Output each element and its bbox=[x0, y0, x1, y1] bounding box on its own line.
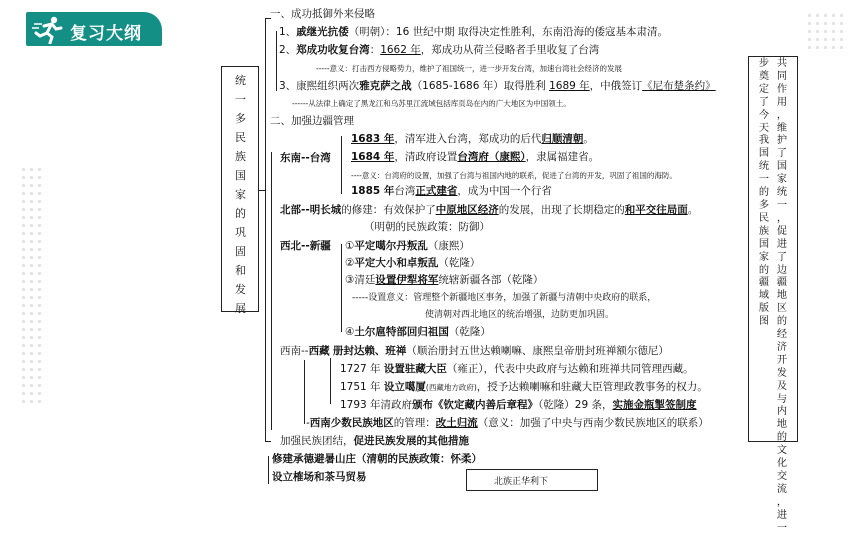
s1-item1-prefix: 1、 bbox=[279, 26, 297, 38]
dot-grid-left bbox=[22, 168, 66, 418]
se-line1-end: 。 bbox=[583, 133, 594, 145]
s1-item2-prefix: 2、 bbox=[279, 44, 297, 56]
southwest-label-key: 西藏 bbox=[308, 345, 330, 357]
sw-row2-pre: 1751 年 bbox=[340, 381, 384, 393]
s1-item2-name: 郑成功收复台湾 bbox=[296, 44, 370, 56]
s1-item3-mid: ，中俄签订 bbox=[589, 80, 643, 92]
north-mid: 的发展，出现了长期稳定的 bbox=[498, 204, 625, 216]
north-key2: 和平交往局面 bbox=[624, 204, 688, 216]
sw-row1 bbox=[340, 363, 694, 376]
se-line3-text: 台湾 bbox=[394, 185, 416, 197]
s1-item1 bbox=[279, 26, 668, 39]
s1-item3-note: ------从法律上确定了黑龙江和乌苏里江流域包括库页岛在内的广大地区为中国领土。 bbox=[292, 99, 571, 108]
nw-item3-pre: 清廷 bbox=[354, 274, 376, 286]
se-line2-year: 1684 年 bbox=[351, 151, 395, 163]
nw-item2 bbox=[345, 257, 480, 270]
xinjiang-bracket bbox=[341, 244, 342, 332]
se-line3-year: 1885 年 bbox=[351, 185, 395, 197]
sw-top-key: 册封达赖、班禅 bbox=[332, 345, 407, 357]
sw-row2-small: (西藏地方政府) bbox=[425, 383, 477, 392]
sw-row2-key: 设立噶厦 bbox=[383, 381, 426, 393]
s1-item2-rest: ，郑成功从荷兰侵略者手里收复了台湾 bbox=[420, 44, 600, 56]
southwest-label: 西南-- bbox=[280, 345, 309, 357]
right-summary-col2: 步 奠 定 了 今 天 我 国 统 一 的 多 民 族 国 家 的 疆 域 版 图 bbox=[758, 58, 770, 328]
sw-row1-key: 设置驻藏大臣 bbox=[383, 363, 447, 375]
nw-item4-num: ④ bbox=[345, 326, 355, 338]
north-text: 的修建：有效保护了 bbox=[341, 204, 436, 216]
s3-item1-key2: （清朝的民族政策：怀柔） bbox=[356, 453, 482, 465]
section1-bracket bbox=[276, 31, 277, 91]
s1-item3 bbox=[279, 80, 716, 93]
southwest-bracket bbox=[304, 360, 305, 424]
s1-item1-rest: （明朝）：16 世纪中期 取得决定性胜利，东南沿海的倭寇基本肃清。 bbox=[348, 26, 668, 38]
section1-heading: 一、成功抵御外来侵略 bbox=[270, 8, 375, 20]
sw-minority: -西南少数民族地区的管理：改土归流（意义：加强了中央与西南少数民族地区的联系） bbox=[306, 417, 709, 429]
sw-minority-rest: （意义：加强了中央与西南少数民族地区的联系） bbox=[477, 417, 709, 429]
nw-item3-rest: 统辖新疆各部（乾隆） bbox=[438, 274, 544, 286]
taiwan-bracket bbox=[341, 136, 342, 194]
nw-item1-num: ① bbox=[345, 240, 355, 252]
nw-item3-num: ③ bbox=[345, 274, 355, 286]
sw-row3-mid: （乾隆）29 条， bbox=[538, 399, 613, 411]
s1-item3-prefix: 3、康熙组织两次 bbox=[279, 80, 360, 92]
north-label: 北部--明长城 bbox=[280, 204, 342, 216]
se-line1-text: ，清军进入台湾，郑成功的后代 bbox=[394, 133, 542, 145]
sw-minority-key: 西南少数民族地区 bbox=[309, 417, 394, 429]
runner-icon bbox=[32, 14, 66, 44]
sw-top-rest: （顺治册封五世达赖喇嘛、康熙皇帝册封班禅额尔德尼） bbox=[406, 345, 669, 357]
section2-heading: 二、加强边疆管理 bbox=[270, 115, 354, 127]
s1-item2 bbox=[279, 44, 599, 57]
sw-row3-key: 颁布《钦定藏内善后章程》 bbox=[412, 399, 539, 411]
section2-bracket bbox=[271, 152, 272, 430]
s3-item2-key: 设立榷场和茶马贸易 bbox=[272, 471, 367, 483]
s1-item3-year2: 1689 年 bbox=[549, 80, 590, 92]
nw-item2-key: 平定大小和卓叛乱 bbox=[354, 257, 439, 269]
sw-row3-pre: 1793 年清政府 bbox=[340, 399, 413, 411]
sw-minority-key2: 改土归流 bbox=[435, 417, 478, 429]
sw-row3 bbox=[340, 399, 697, 412]
nw-item4 bbox=[345, 326, 491, 339]
sw-row2-rest: ，授予达赖喇嘛和驻藏大臣管理政教事务的权力。 bbox=[476, 381, 708, 393]
se-line2-key: 台湾府（康熙） bbox=[457, 151, 526, 163]
sw-row2 bbox=[340, 381, 708, 394]
sw-row1-pre: 1727 年 bbox=[340, 363, 384, 375]
sw-minority-mid: 的管理： bbox=[393, 417, 436, 429]
nw-item2-tag: （乾隆） bbox=[438, 257, 481, 269]
section3-heading-pre: 加强民族团结， bbox=[280, 435, 354, 447]
s1-item2-note: -----意义：打击西方侵略势力，维护了祖国统一，进一步开发台湾，加速台湾社会经济的发展 bbox=[316, 64, 623, 73]
se-line3-key: 正式建省 bbox=[415, 185, 458, 197]
left-theme-label: 统 一 多 民 族 国 家 的 巩 固 和 发 展 bbox=[235, 74, 246, 315]
s1-item3-years: （1685-1686 年）取得胜利 bbox=[411, 80, 550, 92]
sw-row3-key2: 实施金瓶掣签制度 bbox=[612, 399, 697, 411]
s1-item2-year: 1662 年 bbox=[380, 44, 421, 56]
nw-item4-key: 土尔扈特部回归祖国 bbox=[354, 326, 449, 338]
xizang-bracket bbox=[330, 358, 331, 404]
s1-item3-name: 雅克萨之战 bbox=[359, 80, 412, 92]
s1-item2-colon: ： bbox=[369, 44, 381, 56]
sw-top-line bbox=[280, 345, 669, 358]
north-key1: 中原地区经济 bbox=[435, 204, 499, 216]
se-line1-key: 归顺清朝 bbox=[541, 133, 584, 145]
section3-bracket bbox=[268, 456, 269, 484]
north-line bbox=[280, 204, 698, 217]
sw-row1-rest: （雍正），代表中央政府与达赖和班禅共同管理西藏。 bbox=[446, 363, 694, 375]
se-line1-year: 1683 年 bbox=[351, 133, 395, 145]
nw-item1-key: 平定噶尔丹叛乱 bbox=[354, 240, 428, 252]
se-note: ----意义：台湾府的设置，加强了台湾与祖国内地的联系，促进了台湾的开发，巩固了祖国的海防。 bbox=[351, 171, 677, 180]
s3-item1 bbox=[272, 453, 482, 466]
s1-item3-treaty: 《尼布楚条约》 bbox=[642, 80, 716, 92]
se-line3 bbox=[351, 185, 552, 198]
se-line2-text: ，清政府设置 bbox=[394, 151, 458, 163]
northwest-label: 西北--新疆 bbox=[280, 240, 331, 252]
nw-note2: 使清朝对西北地区的统治增强，边防更加巩固。 bbox=[425, 310, 615, 320]
dot-grid-top-right bbox=[808, 14, 852, 58]
section3-heading bbox=[280, 435, 469, 448]
se-line1 bbox=[351, 133, 594, 146]
s1-item1-name: 戚继光抗倭 bbox=[296, 26, 349, 38]
nw-item1 bbox=[345, 240, 470, 253]
right-summary-col1: 共 同 作 用 ， 维 护 了 国 家 统 一 ， 促 进 了 边 疆 地 区 的 经 济 开 发 及 与 内 地 的 文 化 交 流 ， 进 一 bbox=[776, 58, 788, 534]
bracket-tick bbox=[265, 441, 271, 442]
page-title: 复习大纲 bbox=[70, 24, 142, 44]
nw-item2-num: ② bbox=[345, 257, 355, 269]
s3-item2 bbox=[272, 471, 367, 484]
nw-item4-tag: （乾隆） bbox=[448, 326, 491, 338]
s3-cut-text: 北族正华利下 bbox=[494, 477, 549, 487]
se-line3-end: ，成为中国一个行省 bbox=[457, 185, 552, 197]
north-policy: （明朝的民族政策：防御） bbox=[364, 221, 490, 233]
se-line2-end: ，隶属福建省。 bbox=[525, 151, 600, 163]
nw-note1: -----设置意义：管理整个新疆地区事务，加强了新疆与清朝中央政府的联系， bbox=[352, 293, 657, 303]
southeast-label: 东南--台湾 bbox=[280, 152, 331, 164]
nw-item3 bbox=[345, 274, 543, 287]
north-end: 。 bbox=[687, 204, 699, 216]
nw-item1-tag: （康熙） bbox=[427, 240, 470, 252]
main-bracket-line bbox=[265, 18, 266, 442]
nw-item3-key: 设置伊犁将军 bbox=[375, 274, 439, 286]
s3-item1-key: 修建承德避暑山庄 bbox=[272, 453, 356, 465]
se-line2 bbox=[351, 151, 599, 164]
section3-heading-key: 促进民族发展的其他措施 bbox=[353, 435, 469, 447]
